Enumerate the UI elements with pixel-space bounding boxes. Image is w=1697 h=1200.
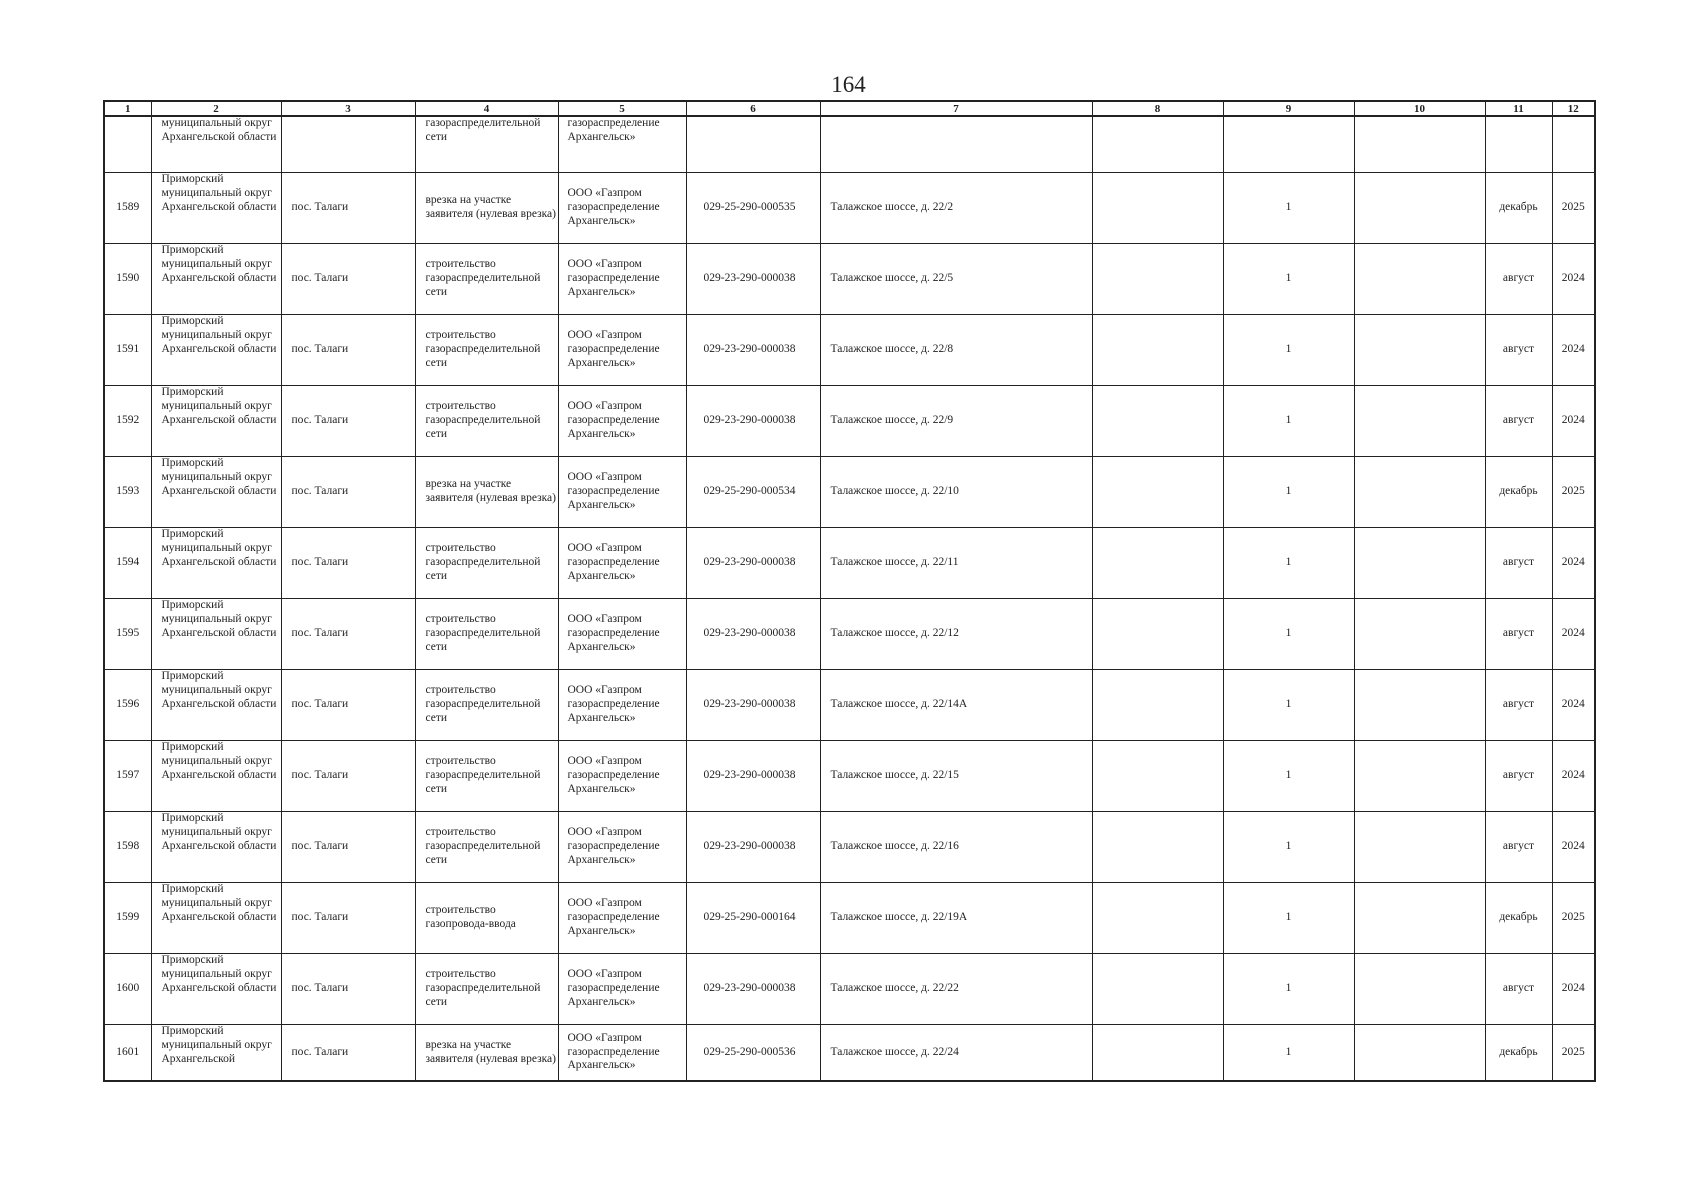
cell-district: Приморский муниципальный округ Архангельской области (151, 954, 281, 1025)
cell-locality: пос. Талаги (281, 315, 415, 386)
cell-year: 2025 (1552, 173, 1595, 244)
cell-8 (1092, 741, 1223, 812)
column-header-1: 1 (104, 101, 151, 116)
cell-10 (1354, 599, 1485, 670)
cell-work: строительство газораспределительной сети (415, 599, 558, 670)
cell-address: Талажское шоссе, д. 22/14А (820, 670, 1092, 741)
cell-district: Приморский муниципальный округ Архангельской (151, 1025, 281, 1082)
column-header-12: 12 (1552, 101, 1595, 116)
cell-10 (1354, 244, 1485, 315)
cell-8 (1092, 173, 1223, 244)
cell-work: строительство газораспределительной сети (415, 954, 558, 1025)
cell-8 (1092, 670, 1223, 741)
cell-month: август (1485, 528, 1552, 599)
cell-address: Талажское шоссе, д. 22/16 (820, 812, 1092, 883)
cell-9: 1 (1223, 599, 1354, 670)
cell-address: Талажское шоссе, д. 22/9 (820, 386, 1092, 457)
cell-code: 029-23-290-000038 (686, 670, 820, 741)
cell-9: 1 (1223, 315, 1354, 386)
cell-num (104, 116, 151, 173)
table-row (104, 315, 1595, 386)
cell-work: врезка на участке заявителя (нулевая врезка) (415, 173, 558, 244)
table-row (104, 812, 1595, 883)
cell-address: Талажское шоссе, д. 22/19А (820, 883, 1092, 954)
cell-year: 2024 (1552, 244, 1595, 315)
cell-code: 029-25-290-000536 (686, 1025, 820, 1082)
cell-work: строительство газораспределительной сети (415, 670, 558, 741)
cell-district: Приморский муниципальный округ Архангельской области (151, 386, 281, 457)
cell-10 (1354, 457, 1485, 528)
cell-code: 029-23-290-000038 (686, 741, 820, 812)
cell-work: строительство газораспределительной сети (415, 315, 558, 386)
cell-work: врезка на участке заявителя (нулевая врезка) (415, 1025, 558, 1082)
cell-10 (1354, 315, 1485, 386)
cell-work: строительство газораспределительной сети (415, 528, 558, 599)
cell-locality: пос. Талаги (281, 741, 415, 812)
cell-9: 1 (1223, 244, 1354, 315)
cell-year: 2024 (1552, 670, 1595, 741)
table-row (104, 244, 1595, 315)
cell-work: газораспределительной сети (415, 116, 558, 173)
cell-year: 2024 (1552, 954, 1595, 1025)
table-body (104, 116, 1595, 1081)
cell-org: ООО «Газпром газораспределение Архангельск» (558, 883, 686, 954)
cell-code: 029-23-290-000038 (686, 599, 820, 670)
cell-locality: пос. Талаги (281, 954, 415, 1025)
cell-code: 029-25-290-000534 (686, 457, 820, 528)
cell-month: август (1485, 812, 1552, 883)
column-header-2: 2 (151, 101, 281, 116)
cell-month: август (1485, 670, 1552, 741)
table-row (104, 883, 1595, 954)
column-header-6: 6 (686, 101, 820, 116)
cell-org: ООО «Газпром газораспределение Архангельск» (558, 599, 686, 670)
cell-num: 1601 (104, 1025, 151, 1082)
cell-num: 1598 (104, 812, 151, 883)
cell-num: 1591 (104, 315, 151, 386)
cell-year: 2024 (1552, 386, 1595, 457)
cell-work: врезка на участке заявителя (нулевая врезка) (415, 457, 558, 528)
cell-code: 029-25-290-000535 (686, 173, 820, 244)
cell-locality: пос. Талаги (281, 599, 415, 670)
cell-district: Приморский муниципальный округ Архангельской области (151, 599, 281, 670)
cell-work: строительство газопровода-ввода (415, 883, 558, 954)
cell-code: 029-23-290-000038 (686, 386, 820, 457)
column-header-4: 4 (415, 101, 558, 116)
cell-8 (1092, 599, 1223, 670)
cell-locality: пос. Талаги (281, 528, 415, 599)
cell-org: ООО «Газпром газораспределение Архангельск» (558, 386, 686, 457)
cell-9: 1 (1223, 883, 1354, 954)
cell-8 (1092, 457, 1223, 528)
cell-10 (1354, 386, 1485, 457)
cell-locality: пос. Талаги (281, 457, 415, 528)
cell-address: Талажское шоссе, д. 22/8 (820, 315, 1092, 386)
cell-address: Талажское шоссе, д. 22/15 (820, 741, 1092, 812)
cell-8 (1092, 883, 1223, 954)
cell-district: Приморский муниципальный округ Архангельской области (151, 457, 281, 528)
cell-year: 2024 (1552, 315, 1595, 386)
cell-month: август (1485, 741, 1552, 812)
cell-address: Талажское шоссе, д. 22/24 (820, 1025, 1092, 1082)
table-row (104, 1025, 1595, 1082)
cell-address: Талажское шоссе, д. 22/12 (820, 599, 1092, 670)
cell-district: Приморский муниципальный округ Архангельской области (151, 244, 281, 315)
cell-code: 029-23-290-000038 (686, 315, 820, 386)
cell-10 (1354, 528, 1485, 599)
cell-code: 029-23-290-000038 (686, 954, 820, 1025)
column-header-5: 5 (558, 101, 686, 116)
cell-address: Талажское шоссе, д. 22/22 (820, 954, 1092, 1025)
cell-month: декабрь (1485, 1025, 1552, 1082)
cell-code: 029-23-290-000038 (686, 528, 820, 599)
cell-9: 1 (1223, 1025, 1354, 1082)
table-row (104, 457, 1595, 528)
cell-10 (1354, 812, 1485, 883)
cell-year: 2025 (1552, 883, 1595, 954)
cell-num: 1597 (104, 741, 151, 812)
cell-9 (1223, 116, 1354, 173)
cell-org: ООО «Газпром газораспределение Архангельск» (558, 173, 686, 244)
cell-work: строительство газораспределительной сети (415, 812, 558, 883)
cell-address (820, 116, 1092, 173)
cell-num: 1593 (104, 457, 151, 528)
cell-10 (1354, 741, 1485, 812)
cell-month: август (1485, 954, 1552, 1025)
cell-9: 1 (1223, 528, 1354, 599)
cell-address: Талажское шоссе, д. 22/11 (820, 528, 1092, 599)
cell-org: ООО «Газпром газораспределение Архангельск» (558, 244, 686, 315)
cell-10 (1354, 173, 1485, 244)
column-header-10: 10 (1354, 101, 1485, 116)
cell-9: 1 (1223, 670, 1354, 741)
cell-year: 2024 (1552, 528, 1595, 599)
cell-month: декабрь (1485, 883, 1552, 954)
cell-10 (1354, 954, 1485, 1025)
cell-8 (1092, 812, 1223, 883)
cell-locality: пос. Талаги (281, 244, 415, 315)
cell-month (1485, 116, 1552, 173)
cell-district: Приморский муниципальный округ Архангельской области (151, 528, 281, 599)
cell-district: Приморский муниципальный округ Архангельской области (151, 883, 281, 954)
cell-address: Талажское шоссе, д. 22/10 (820, 457, 1092, 528)
cell-locality: пос. Талаги (281, 812, 415, 883)
cell-num: 1594 (104, 528, 151, 599)
cell-address: Талажское шоссе, д. 22/5 (820, 244, 1092, 315)
cell-locality: пос. Талаги (281, 173, 415, 244)
cell-org: ООО «Газпром газораспределение Архангельск» (558, 315, 686, 386)
cell-9: 1 (1223, 173, 1354, 244)
cell-district: муниципальный округ Архангельской области (151, 116, 281, 173)
cell-district: Приморский муниципальный округ Архангельской области (151, 173, 281, 244)
cell-num: 1596 (104, 670, 151, 741)
cell-month: август (1485, 386, 1552, 457)
cell-locality (281, 116, 415, 173)
cell-8 (1092, 386, 1223, 457)
cell-8 (1092, 244, 1223, 315)
cell-8 (1092, 1025, 1223, 1082)
cell-9: 1 (1223, 954, 1354, 1025)
table-row (104, 954, 1595, 1025)
column-header-3: 3 (281, 101, 415, 116)
cell-9: 1 (1223, 741, 1354, 812)
table-row (104, 528, 1595, 599)
cell-code (686, 116, 820, 173)
cell-district: Приморский муниципальный округ Архангельской области (151, 741, 281, 812)
cell-org: ООО «Газпром газораспределение Архангельск» (558, 457, 686, 528)
table-row (104, 599, 1595, 670)
column-header-9: 9 (1223, 101, 1354, 116)
cell-address: Талажское шоссе, д. 22/2 (820, 173, 1092, 244)
cell-work: строительство газораспределительной сети (415, 244, 558, 315)
table-row-continuation (104, 116, 1595, 173)
cell-num: 1599 (104, 883, 151, 954)
cell-locality: пос. Талаги (281, 1025, 415, 1082)
table-row (104, 386, 1595, 457)
cell-month: декабрь (1485, 173, 1552, 244)
cell-year: 2025 (1552, 1025, 1595, 1082)
cell-org: ООО «Газпром газораспределение Архангельск» (558, 528, 686, 599)
cell-num: 1589 (104, 173, 151, 244)
cell-9: 1 (1223, 386, 1354, 457)
cell-code: 029-25-290-000164 (686, 883, 820, 954)
cell-month: декабрь (1485, 457, 1552, 528)
cell-work: строительство газораспределительной сети (415, 386, 558, 457)
cell-month: август (1485, 315, 1552, 386)
header-row (104, 101, 1595, 116)
cell-8 (1092, 116, 1223, 173)
cell-code: 029-23-290-000038 (686, 812, 820, 883)
cell-code: 029-23-290-000038 (686, 244, 820, 315)
cell-year: 2024 (1552, 741, 1595, 812)
cell-year: 2024 (1552, 812, 1595, 883)
cell-year: 2024 (1552, 599, 1595, 670)
cell-org: газораспределение Архангельск» (558, 116, 686, 173)
cell-9: 1 (1223, 457, 1354, 528)
cell-district: Приморский муниципальный округ Архангельской области (151, 812, 281, 883)
cell-8 (1092, 315, 1223, 386)
cell-org: ООО «Газпром газораспределение Архангельск» (558, 670, 686, 741)
cell-locality: пос. Талаги (281, 883, 415, 954)
column-header-11: 11 (1485, 101, 1552, 116)
table-row (104, 670, 1595, 741)
cell-district: Приморский муниципальный округ Архангельской области (151, 670, 281, 741)
gasification-table (103, 100, 1596, 1082)
column-header-8: 8 (1092, 101, 1223, 116)
cell-year (1552, 116, 1595, 173)
cell-num: 1600 (104, 954, 151, 1025)
cell-org: ООО «Газпром газораспределение Архангельск» (558, 1025, 686, 1082)
cell-year: 2025 (1552, 457, 1595, 528)
cell-9: 1 (1223, 812, 1354, 883)
cell-work: строительство газораспределительной сети (415, 741, 558, 812)
cell-org: ООО «Газпром газораспределение Архангельск» (558, 812, 686, 883)
cell-10 (1354, 883, 1485, 954)
cell-org: ООО «Газпром газораспределение Архангельск» (558, 954, 686, 1025)
page-number: 164 (831, 72, 866, 97)
cell-num: 1590 (104, 244, 151, 315)
cell-10 (1354, 116, 1485, 173)
cell-num: 1595 (104, 599, 151, 670)
cell-month: август (1485, 599, 1552, 670)
cell-locality: пос. Талаги (281, 670, 415, 741)
cell-8 (1092, 528, 1223, 599)
cell-8 (1092, 954, 1223, 1025)
table-row (104, 741, 1595, 812)
cell-10 (1354, 1025, 1485, 1082)
cell-org: ООО «Газпром газораспределение Архангельск» (558, 741, 686, 812)
table-row (104, 173, 1595, 244)
cell-month: август (1485, 244, 1552, 315)
cell-locality: пос. Талаги (281, 386, 415, 457)
cell-num: 1592 (104, 386, 151, 457)
cell-10 (1354, 670, 1485, 741)
column-header-7: 7 (820, 101, 1092, 116)
cell-district: Приморский муниципальный округ Архангельской области (151, 315, 281, 386)
